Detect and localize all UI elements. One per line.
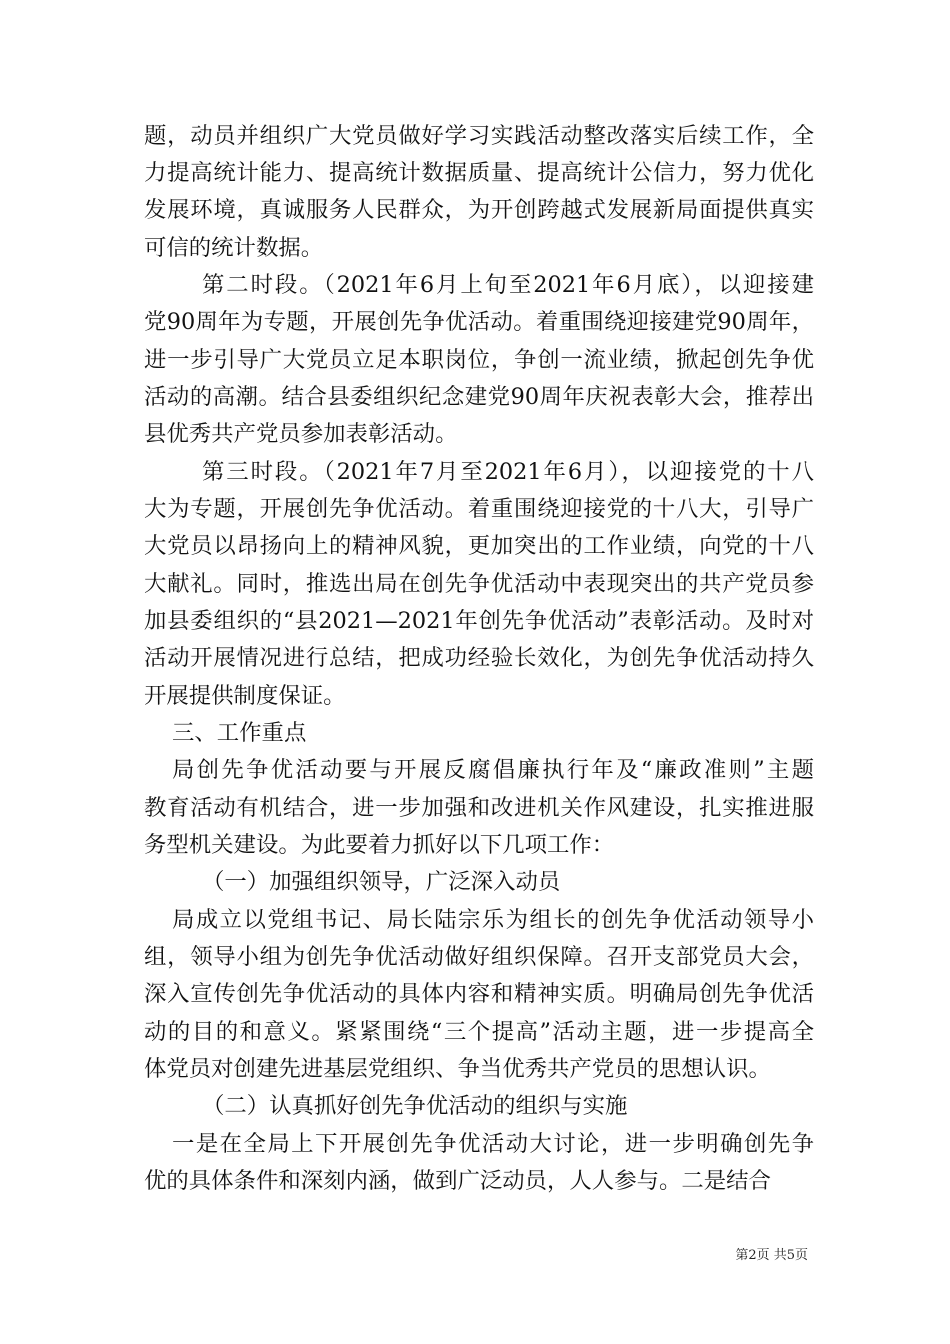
paragraph-line: 局成立以党组书记、局长陆宗乐为组长的创先争优活动领导小 <box>172 908 814 932</box>
paragraph-line: 党90周年为专题，开展创先争优活动。着重围绕迎接建党90周年， <box>144 310 814 334</box>
paragraph-line: 活动的高潮。结合县委组织纪念建党90周年庆祝表彰大会，推荐出 <box>144 385 814 409</box>
paragraph-line: 组，领导小组为创先争优活动做好组织保障。召开支部党员大会， <box>144 945 814 969</box>
paragraph-line: 题，动员并组织广大党员做好学习实践活动整改落实后续工作，全 <box>144 124 814 148</box>
paragraph-line: 大献礼。同时，推选出局在创先争优活动中表现突出的共产党员参 <box>144 572 814 596</box>
section-heading: （一）加强组织领导，广泛深入动员 <box>202 870 561 894</box>
paragraph-line: 动的目的和意义。紧紧围绕“三个提高”活动主题，进一步提高全 <box>144 1020 814 1044</box>
paragraph-line: 第二时段。（2021年6月上旬至2021年6月底），以迎接建 <box>202 273 814 297</box>
paragraph-line: 大党员以昂扬向上的精神风貌，更加突出的工作业绩，向党的十八 <box>144 534 814 558</box>
paragraph-line: 开展提供制度保证。 <box>144 684 346 708</box>
paragraph-line: 力提高统计能力、提高统计数据质量、提高统计公信力，努力优化 <box>144 161 814 185</box>
paragraph-line: 体党员对创建先进基层党组织、争当优秀共产党员的思想认识。 <box>144 1057 771 1081</box>
paragraph-line: 发展环境，真诚服务人民群众，为开创跨越式发展新局面提供真实 <box>144 198 814 222</box>
paragraph-line: 活动开展情况进行总结，把成功经验长效化，为创先争优活动持久 <box>144 646 814 670</box>
paragraph-line: 局创先争优活动要与开展反腐倡廉执行年及“廉政准则”主题 <box>172 758 814 782</box>
paragraph-line: 第三时段。（2021年7月至2021年6月），以迎接党的十八 <box>202 460 814 484</box>
paragraph-line: 教育活动有机结合，进一步加强和改进机关作风建设，扎实推进服 <box>144 796 814 820</box>
section-heading: 三、工作重点 <box>172 721 307 745</box>
paragraph-line: 进一步引导广大党员立足本职岗位，争创一流业绩，掀起创先争优 <box>144 348 814 372</box>
page-footer: 第2页 共5页 <box>735 1248 808 1263</box>
paragraph-line: 务型机关建设。为此要着力抓好以下几项工作： <box>144 833 615 857</box>
paragraph-line: 县优秀共产党员参加表彰活动。 <box>144 422 458 446</box>
paragraph-line: 深入宣传创先争优活动的具体内容和精神实质。明确局创先争优活 <box>144 982 814 1006</box>
paragraph-line: 加县委组织的“县2021—2021年创先争优活动”表彰活动。及时对 <box>144 609 814 633</box>
section-heading: （二）认真抓好创先争优活动的组织与实施 <box>202 1094 628 1118</box>
paragraph-line: 可信的统计数据。 <box>144 236 324 260</box>
paragraph-line: 一是在全局上下开展创先争优活动大讨论，进一步明确创先争 <box>172 1132 814 1156</box>
paragraph-line: 大为专题，开展创先争优活动。着重围绕迎接党的十八大，引导广 <box>144 497 814 521</box>
paragraph-line: 优的具体条件和深刻内涵，做到广泛动员，人人参与。二是结合 <box>144 1169 771 1193</box>
